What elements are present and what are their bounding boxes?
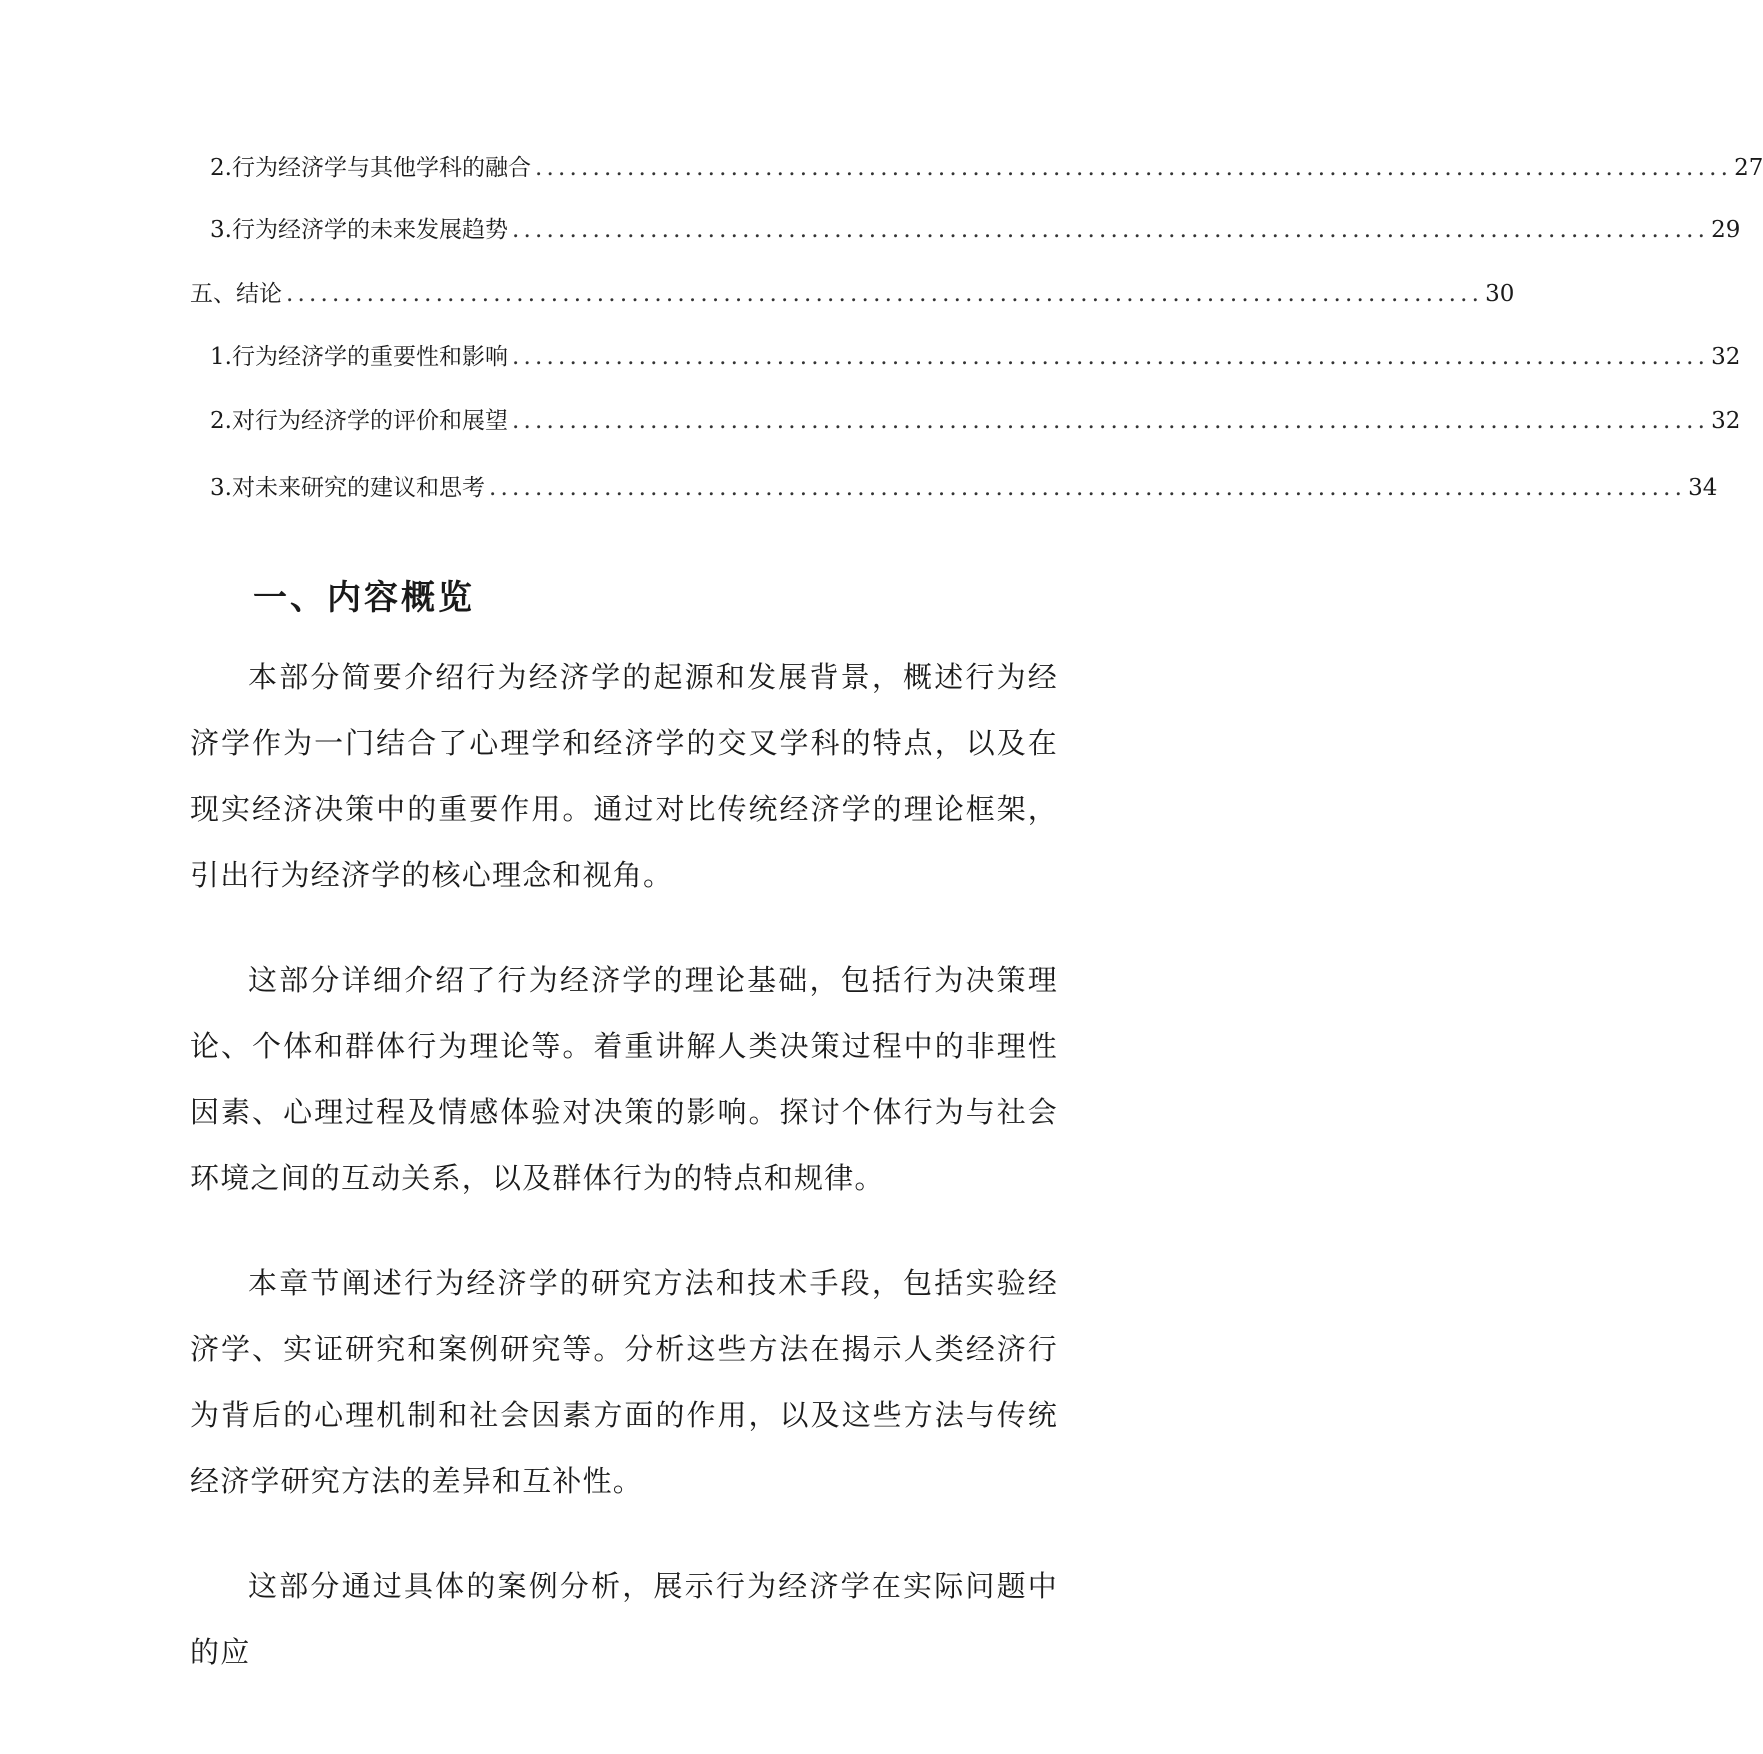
toc-leader-dots: ........................................................................................................ (286, 281, 1484, 307)
toc-leader-dots: ........................................................................................................ (534, 155, 1733, 181)
toc-leader-dots: ........................................................................................................ (511, 217, 1710, 243)
toc-entry-label: 对未来研究的建议和思考 (231, 475, 485, 501)
toc-entry-number: 2. (210, 155, 232, 181)
toc-entry-page: 32 (1711, 408, 1741, 434)
toc-entry-page: 30 (1485, 281, 1515, 307)
toc-entry-number: 3. (210, 475, 232, 501)
toc-entry-page: 34 (1688, 475, 1718, 501)
toc-entry-page: 27 (1734, 155, 1763, 181)
body-paragraph: 本部分简要介绍行为经济学的起源和发展背景，概述行为经济学作为一门结合了心理学和经济学的交叉学科的特点，以及在现实经济决策中的重要作用。通过对比传统经济学的理论框架，引出行为经济学的核心理念和视角。 (190, 660, 1058, 892)
body-paragraph: 这部分通过具体的案例分析，展示行为经济学在实际问题中的应 (190, 1569, 1058, 1669)
toc-leader-dots: ........................................................................................................ (488, 475, 1687, 501)
toc-entry-label: 对行为经济学的评价和展望 (231, 408, 508, 434)
toc-entry-label: 行为经济学的未来发展趋势 (231, 217, 508, 243)
toc-entry-label: 行为经济学与其他学科的融合 (231, 155, 531, 181)
toc-entry-number: 3. (210, 217, 232, 243)
toc-entry[interactable] (190, 274, 1515, 314)
toc-entry-label: 行为经济学的重要性和影响 (231, 344, 508, 370)
toc-entry[interactable] (210, 210, 1741, 250)
toc-entry[interactable] (210, 468, 1718, 508)
toc-entry[interactable] (210, 148, 1763, 188)
toc-entry-number: 1. (210, 344, 232, 370)
toc-entry[interactable] (210, 401, 1741, 441)
toc-entry-page: 29 (1711, 217, 1741, 243)
toc-leader-dots: ........................................................................................................ (511, 408, 1710, 434)
toc-entry-number: 2. (210, 408, 232, 434)
toc-entry-label: 五、结论 (190, 281, 282, 307)
section-heading: 一、内容概览 (253, 578, 475, 618)
body-paragraph: 这部分详细介绍了行为经济学的理论基础，包括行为决策理论、个体和群体行为理论等。着重讲解人类决策过程中的非理性因素、心理过程及情感体验对决策的影响。探讨个体行为与社会环境之间的互动关系，以及群体行为的特点和规律。 (190, 963, 1058, 1195)
body-paragraph: 本章节阐述行为经济学的研究方法和技术手段，包括实验经济学、实证研究和案例研究等。分析这些方法在揭示人类经济行为背后的心理机制和社会因素方面的作用，以及这些方法与传统经济学研究方法的差异和互补性。 (190, 1266, 1058, 1498)
toc-entry-page: 32 (1711, 344, 1741, 370)
toc-leader-dots: ........................................................................................................ (511, 344, 1710, 370)
toc-entry[interactable] (210, 337, 1741, 377)
